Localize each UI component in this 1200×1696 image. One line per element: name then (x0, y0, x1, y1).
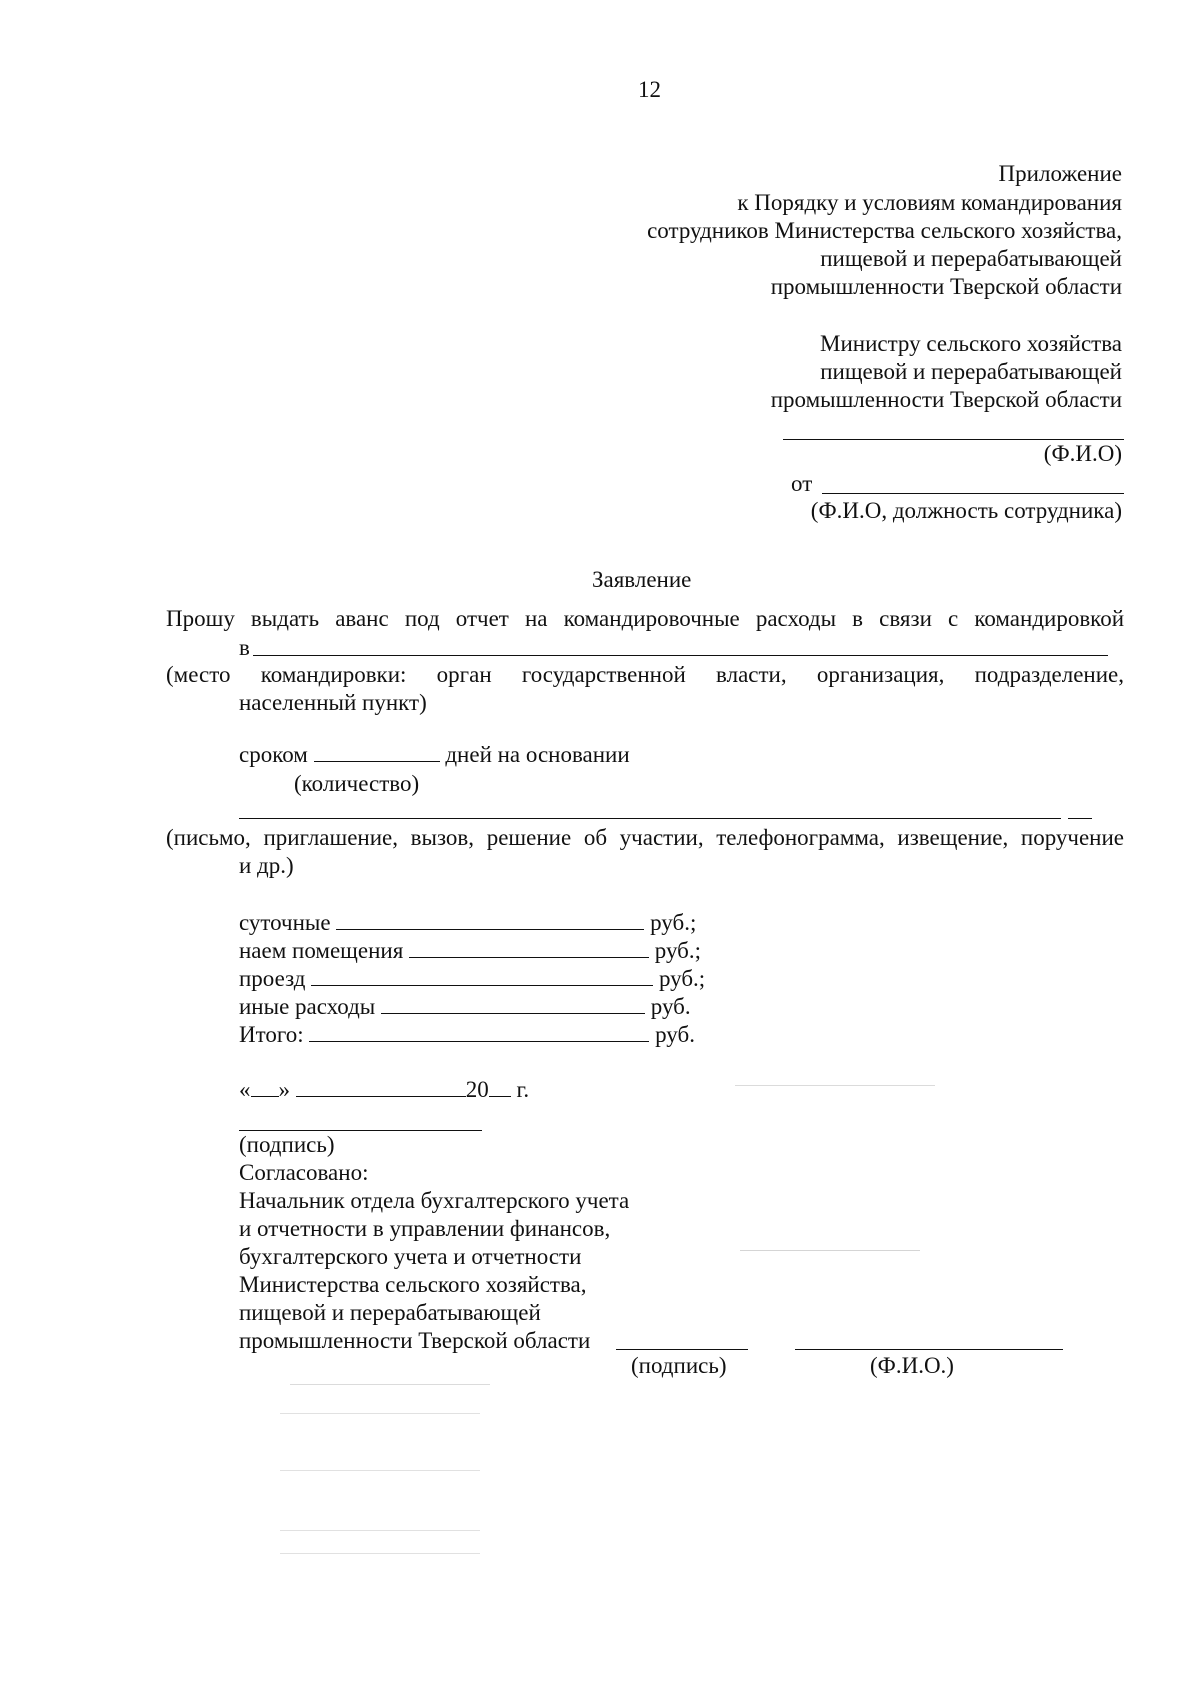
appendix-line-5: промышленности Тверской области (770, 274, 1122, 299)
expense-unit: руб.; (654, 938, 702, 963)
term-label: сроком (239, 742, 308, 767)
expense-unit: руб. (650, 994, 691, 1019)
place-caption-line-2: населенный пункт) (239, 690, 427, 715)
term-caption: (количество) (294, 771, 420, 796)
request-line-1: Прошу выдать аванс под отчет на командировочные расходы в связи с командировкой (166, 606, 1124, 631)
scan-speck (290, 1384, 490, 1385)
expense-row-travel (239, 965, 705, 993)
date-row (239, 1076, 529, 1104)
addressee-line-1: Министру сельского хозяйства (820, 331, 1122, 356)
date-month-field[interactable] (296, 1076, 466, 1097)
expense-row-other (239, 993, 691, 1021)
scan-speck (280, 1470, 480, 1471)
scan-speck (280, 1553, 480, 1554)
addressee-line-3: промышленности Тверской области (770, 387, 1122, 412)
head-signature-line (616, 1349, 748, 1350)
head-fio-line (795, 1349, 1063, 1350)
head-signature-caption: (подпись) (631, 1353, 727, 1378)
expense-amount-field[interactable] (309, 1021, 649, 1042)
expense-row-total (239, 1021, 695, 1049)
term-days-field[interactable] (314, 741, 440, 762)
date-year-field[interactable] (489, 1076, 511, 1097)
position-line-5: пищевой и перерабатывающей (239, 1300, 541, 1325)
applicant-signature-caption: (подпись) (239, 1132, 335, 1157)
appendix-line-4: пищевой и перерабатывающей (820, 246, 1122, 271)
term-row (239, 741, 630, 769)
agreed-label: Согласовано: (239, 1160, 369, 1185)
date-open-quote: « (239, 1077, 251, 1102)
basis-caption-line-1: (письмо, приглашение, вызов, решение об участии, телефонограмма, извещение, поручение (166, 825, 1124, 850)
document-title: Заявление (592, 567, 692, 592)
basis-line-tail (1068, 818, 1092, 819)
expense-amount-field[interactable] (336, 909, 644, 930)
expense-label: суточные (239, 910, 331, 935)
place-caption-line-1: (место командировки: орган государственной власти, организация, подразделение, (166, 662, 1124, 687)
head-fio-caption: (Ф.И.О.) (870, 1353, 954, 1378)
place-line (253, 655, 1108, 656)
term-suffix: дней на основании (445, 742, 630, 767)
scan-speck (735, 1085, 935, 1086)
from-caption: (Ф.И.О, должность сотрудника) (810, 498, 1122, 523)
expense-row-daily (239, 909, 696, 937)
expense-label: иные расходы (239, 994, 376, 1019)
date-year-prefix: 20 (465, 1077, 489, 1102)
date-year-suffix: г. (516, 1077, 530, 1102)
appendix-line-1: Приложение (998, 161, 1122, 186)
expense-row-housing (239, 937, 701, 965)
position-line-3: бухгалтерского учета и отчетности (239, 1244, 582, 1269)
addressee-fio-caption: (Ф.И.О) (1043, 441, 1122, 466)
basis-line (239, 818, 1061, 819)
expense-unit: руб.; (650, 910, 697, 935)
position-line-2: и отчетности в управлении финансов, (239, 1216, 611, 1241)
expense-unit: руб.; (658, 966, 706, 991)
request-prefix: в (239, 635, 250, 660)
expense-label: проезд (239, 966, 306, 991)
basis-caption-line-2: и др.) (239, 853, 294, 878)
position-line-1: Начальник отдела бухгалтерского учета (239, 1188, 630, 1213)
expense-amount-field[interactable] (409, 937, 649, 958)
date-day-field[interactable] (251, 1076, 279, 1097)
page-number: 12 (638, 77, 661, 102)
expense-amount-field[interactable] (381, 993, 645, 1014)
expense-amount-field[interactable] (311, 965, 653, 986)
appendix-line-3: сотрудников Министерства сельского хозяйства, (647, 218, 1122, 243)
addressee-line-2: пищевой и перерабатывающей (820, 359, 1122, 384)
position-line-6: промышленности Тверской области (239, 1328, 591, 1353)
scan-speck (280, 1530, 480, 1531)
expense-label: наем помещения (239, 938, 404, 963)
from-label: от (791, 471, 813, 496)
scan-speck (280, 1413, 480, 1414)
date-close-quote: » (278, 1077, 290, 1102)
expense-label: Итого: (239, 1022, 304, 1047)
scan-speck (740, 1250, 920, 1251)
from-line (822, 493, 1124, 494)
position-line-4: Министерства сельского хозяйства, (239, 1272, 587, 1297)
expense-unit: руб. (655, 1022, 695, 1047)
appendix-line-2: к Порядку и условиям командирования (737, 190, 1122, 215)
